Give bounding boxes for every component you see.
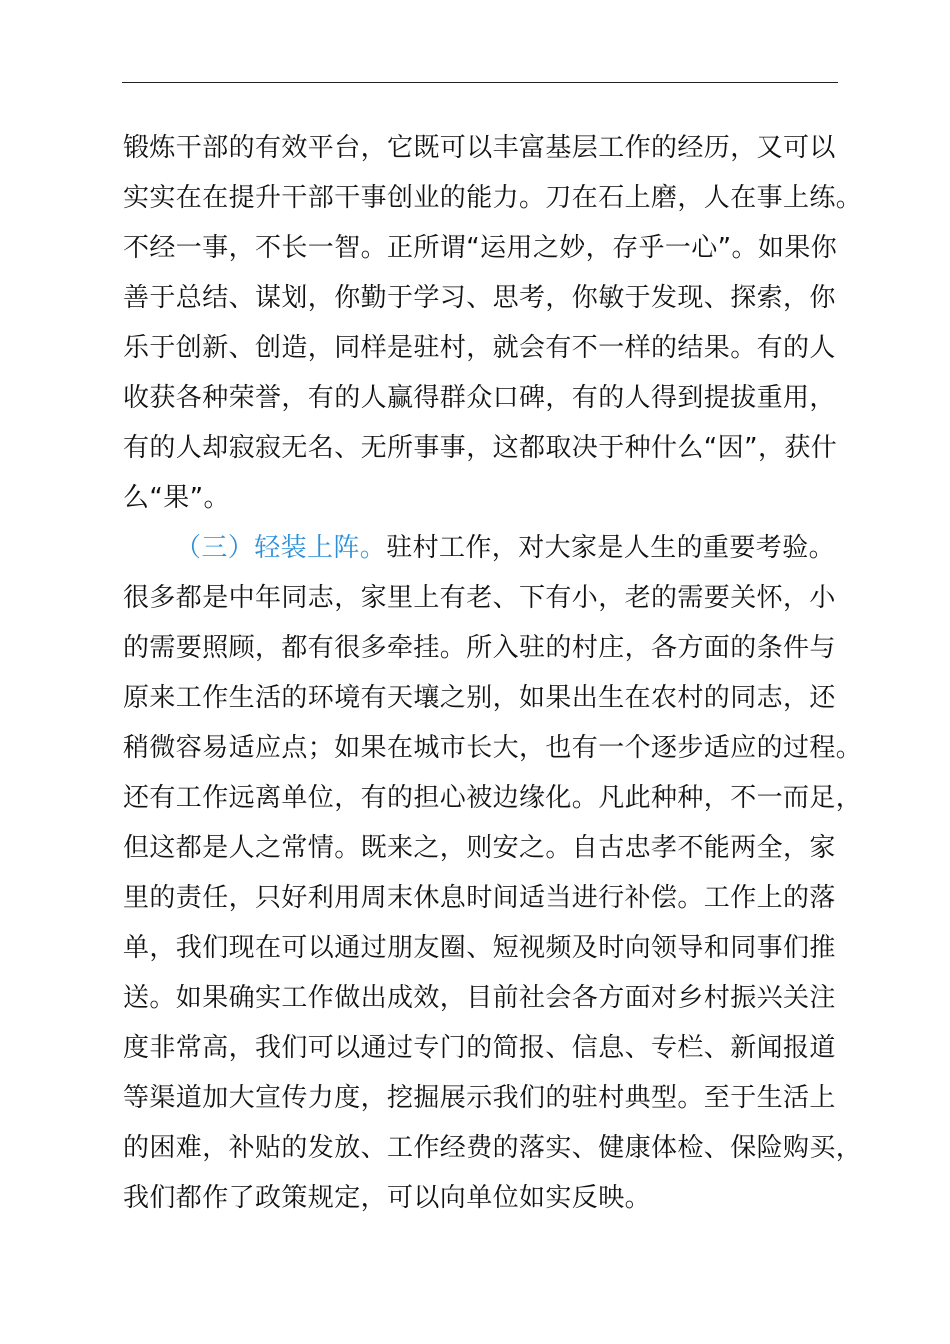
paragraph2-line: 稍微容易适应点；如果在城市长大，也有一个逐步适应的过程。 [123, 733, 863, 763]
paragraph1-line: 收获各种荣誉，有的人赢得群众口碑，有的人得到提拔重用， [123, 383, 836, 413]
paragraph1-line: 不经一事，不长一智。正所谓“运用之妙，存乎一心”。如果你 [123, 233, 838, 263]
header-rule [122, 82, 838, 83]
paragraph2-line: 度非常高，我们可以通过专门的简报、信息、专栏、新闻报道 [123, 1033, 836, 1063]
paragraph2-line: 但这都是人之常情。既来之，则安之。自古忠孝不能两全，家 [123, 833, 836, 863]
paragraph2-line: 我们都作了政策规定，可以向单位如实反映。 [123, 1183, 652, 1213]
paragraph2-line: 送。如果确实工作做出成效，目前社会各方面对乡村振兴关注 [123, 983, 836, 1013]
paragraph1-line: 有的人却寂寂无名、无所事事，这都取决于种什么“因”，获什 [123, 433, 838, 463]
section-heading: （三）轻装上阵。 [175, 533, 387, 563]
paragraph2-line: 还有工作远离单位，有的担心被边缘化。凡此种种，不一而足， [123, 783, 863, 813]
paragraph2-line: 的困难，补贴的发放、工作经费的落实、健康体检、保险购买， [123, 1133, 863, 1163]
paragraph1-line: 实实在在提升干部干事创业的能力。刀在石上磨，人在事上练。 [123, 183, 863, 213]
paragraph1-line: 善于总结、谋划，你勤于学习、思考，你敏于发现、探索，你 [123, 283, 836, 313]
paragraph2-line: 单，我们现在可以通过朋友圈、短视频及时向领导和同事们推 [123, 933, 836, 963]
paragraph1-line: 乐于创新、创造，同样是驻村，就会有不一样的结果。有的人 [123, 333, 836, 363]
paragraph2-line: 的需要照顾，都有很多牵挂。所入驻的村庄，各方面的条件与 [123, 633, 836, 663]
paragraph2-line: 里的责任，只好利用周末休息时间适当进行补偿。工作上的落 [123, 883, 836, 913]
paragraph2-first-line [123, 523, 863, 573]
paragraph1-line: 么“果”。 [123, 483, 230, 513]
paragraph2-line: 原来工作生活的环境有天壤之别，如果出生在农村的同志，还 [123, 683, 836, 713]
paragraph1-line: 锻炼干部的有效平台，它既可以丰富基层工作的经历，又可以 [123, 133, 836, 163]
paragraph2-first-line-text: 驻村工作，对大家是人生的重要考验。 [386, 533, 836, 563]
body-text [123, 123, 863, 1223]
paragraph2-line: 很多都是中年同志，家里上有老、下有小，老的需要关怀，小 [123, 583, 836, 613]
paragraph2-line: 等渠道加大宣传力度，挖掘展示我们的驻村典型。至于生活上 [123, 1083, 836, 1113]
